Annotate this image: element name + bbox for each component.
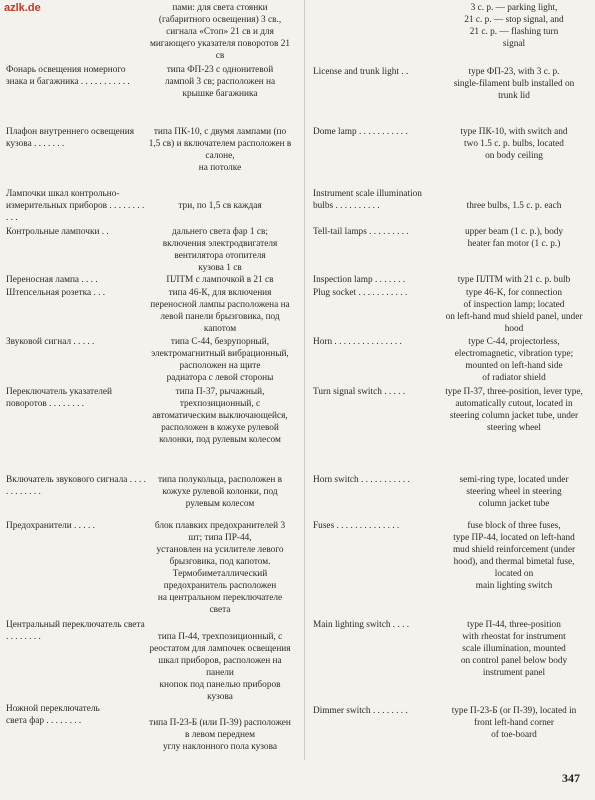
row-en-name: Horn switch . . . . . . . . . . . — [313, 475, 410, 485]
row-ru-description: типа ПК-10, с двумя лампами (по 1,5 св) и включателем расположен в салоне, на потолке — [148, 127, 292, 173]
row-en-name: Fuses . . . . . . . . . . . . . . — [313, 521, 400, 531]
column-divider — [304, 0, 305, 760]
row-ru-name: Ножной переключатель света фар . . . . . . . . — [6, 704, 100, 726]
row-ru-name: Переключатель указателей поворотов . . . . . . . . — [6, 387, 112, 409]
row-en-description: type ПК-10, with switch and two 1.5 c. p. bulbs, located on body ceiling — [460, 127, 568, 161]
row-en-description: type П-37, three-position, lever type, automatically cutout, located in steering column jacket tube, under steering wheel — [445, 387, 583, 433]
row-en-name: Instrument scale illumination bulbs . . . . . . . . . . — [313, 189, 422, 211]
row-en-description: semi-ring type, located under steering wheel in steering column jacket tube — [459, 475, 569, 509]
row-ru-name: Контрольные лампочки . . — [6, 227, 109, 237]
row-en-name: Main lighting switch . . . . — [313, 620, 410, 630]
row-en-name: Tell-tail lamps . . . . . . . . . — [313, 227, 409, 237]
row-en-name: Horn . . . . . . . . . . . . . . . — [313, 337, 402, 347]
page-number: 347 — [562, 771, 580, 785]
row-en-description: three bulbs, 1.5 c. p. each — [466, 201, 562, 211]
row-ru-name: Фонарь освещения номерного знака и багажника . . . . . . . . . . . — [6, 65, 130, 87]
row-en-description: type П-44, three-position with rheostat for instrument scale illumination, mounted on control panel below body instrument panel — [460, 620, 568, 678]
row-ru-name: Центральный переключатель света . . . . . . . . — [6, 620, 145, 642]
row-ru-description: типа ФП-23 с однонитевой лампой 3 св; расположен на крышке багажника — [164, 65, 276, 99]
row-en-description: type ФП-23, with 3 c. p. single-filament bulb installed on trunk lid — [453, 67, 575, 101]
row-ru-description: дальнего света фар 1 св; включения электродвигателя вентилятора отопителя кузова 1 св — [162, 227, 278, 273]
row-en-name: Plug socket . . . . . . . . . . . — [313, 288, 408, 298]
row-ru-description: три, по 1,5 св каждая — [178, 201, 262, 211]
row-ru-description: типа полукольца, расположен в кожухе рулевой колонки, под рулевым колесом — [157, 475, 283, 509]
row-ru-name: Плафон внутреннего освещения кузова . . . . . . . — [6, 127, 135, 149]
row-en-name: License and trunk light . . — [313, 67, 409, 77]
watermark-logo: azlk.de — [4, 2, 41, 14]
row-ru-name: Звуковой сигнал . . . . . — [6, 337, 95, 347]
row-ru-description: типа П-37, рычажный, трехпозиционный, с автоматическим выключающейся, расположен в кожухе рулевой колонки, под рулевым колесом — [152, 387, 288, 445]
row-ru-name: Включатель звукового сигнала . . . . . . . . . . . . — [6, 475, 146, 497]
row-en-description: type П-23-Б (or П-39), located in front left-hand corner of toe-board — [451, 706, 577, 740]
row-en-description: fuse block of three fuses, type ПР-44, located on left-hand mud shield reinforcement (under hood), and thermal bimetal fuse, located on main lighting switch — [452, 521, 576, 591]
row-ru-description: ПЛТМ с лампочкой в 21 св — [166, 275, 274, 285]
row-en-description: type 46-K, for connection of inspection lamp; located on left-hand mud shield panel, under hood — [445, 288, 583, 334]
row-en-name: Dimmer switch . . . . . . . . — [313, 706, 408, 716]
row-en-name: Inspection lamp . . . . . . . — [313, 275, 406, 285]
row-ru-description: типа П-44, трехпозиционный, с реостатом для лампочек освещения шкал приборов, расположен на панели кнопок под панелью приборов кузова — [149, 632, 291, 702]
row-ru-description: типа П-23-Б (или П-39) расположен в левом переднем углу наклонного пола кузова — [149, 718, 291, 752]
row-en-description: 3 c. p. — parking light, 21 c. p. — stop signal, and 21 c. p. — flashing turn signal — [464, 3, 564, 49]
row-ru-name: Предохранители . . . . . — [6, 521, 95, 531]
row-ru-description: пами: для света стоянки (габаритного освещения) 3 св., сигнала «Стоп» 21 св и для мигающего указателя поворотов 21 св — [149, 3, 291, 61]
row-en-name: Turn signal switch . . . . . — [313, 387, 406, 397]
row-en-description: type ПЛТМ with 21 c. p. bulb — [457, 275, 571, 285]
row-en-description: type C-44, projectorless, electromagnetic, vibration type; mounted on left-hand side of radiator shield — [454, 337, 574, 383]
row-ru-name: Штепсельная розетка . . . — [6, 288, 106, 298]
row-ru-description: блок плавких предохранителей 3 шт; типа ПР-44, установлен на усилителе левого брызговика, под капотом. Термобиметаллический предохранитель расположен на центральном переключателе света — [154, 521, 286, 615]
row-en-description: upper beam (1 c. p.), body heater fan motor (1 c. p.) — [464, 227, 564, 249]
row-ru-description: типа С-44, безрупорный, электромагнитный вибрационный, расположен на щите радиатора с левой стороны — [151, 337, 289, 383]
row-ru-name: Переносная лампа . . . . — [6, 275, 98, 285]
row-ru-name: Лампочки шкал контрольно-измерительных приборов . . . . . . . . . . . — [6, 189, 145, 223]
row-ru-description: типа 46-К, для включения переносной лампы расположена на левой панели брызговика, под капотом — [150, 288, 290, 334]
row-en-name: Dome lamp . . . . . . . . . . . — [313, 127, 408, 137]
